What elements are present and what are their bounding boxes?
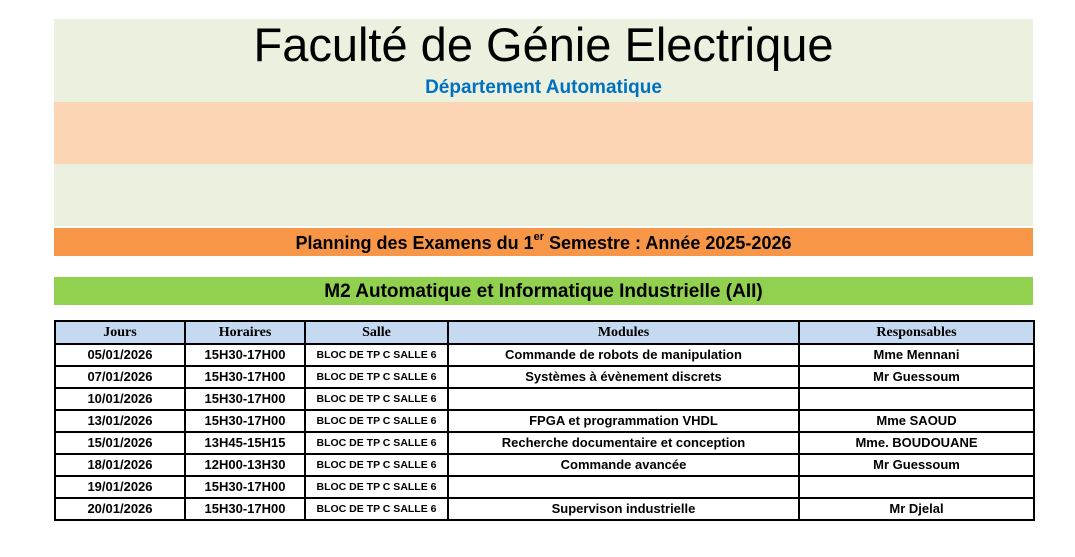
column-header-modules: Modules xyxy=(448,321,799,344)
planning-title xyxy=(54,228,1033,256)
responsible-cell xyxy=(799,476,1034,498)
room-cell: BLOC DE TP C SALLE 6 xyxy=(305,366,448,388)
date-cell: 07/01/2026 xyxy=(55,366,185,388)
date-cell: 15/01/2026 xyxy=(55,432,185,454)
column-header-jours: Jours xyxy=(55,321,185,344)
time-cell: 15H30-17H00 xyxy=(185,476,305,498)
date-cell: 13/01/2026 xyxy=(55,410,185,432)
room-cell: BLOC DE TP C SALLE 6 xyxy=(305,454,448,476)
responsible-cell xyxy=(799,388,1034,410)
date-cell: 05/01/2026 xyxy=(55,344,185,366)
date-cell: 20/01/2026 xyxy=(55,498,185,520)
time-cell: 15H30-17H00 xyxy=(185,388,305,410)
module-cell: Systèmes à évènement discrets xyxy=(448,366,799,388)
responsible-cell: Mr Guessoum xyxy=(799,366,1034,388)
date-cell: 19/01/2026 xyxy=(55,476,185,498)
responsible-cell: Mme. BOUDOUANE xyxy=(799,432,1034,454)
table-row xyxy=(55,432,1034,454)
column-header-horaires: Horaires xyxy=(185,321,305,344)
column-header-responsables: Responsables xyxy=(799,321,1034,344)
responsible-cell: Mr Guessoum xyxy=(799,454,1034,476)
header-lower-band xyxy=(54,164,1033,226)
responsible-cell: Mme SAOUD xyxy=(799,410,1034,432)
date-cell: 18/01/2026 xyxy=(55,454,185,476)
department-title: Département Automatique xyxy=(425,77,662,98)
faculty-title: Faculté de Génie Electrique xyxy=(253,18,834,71)
planning-title-superscript: er xyxy=(533,231,544,243)
table-row xyxy=(55,410,1034,432)
room-cell: BLOC DE TP C SALLE 6 xyxy=(305,410,448,432)
module-cell: Commande avancée xyxy=(448,454,799,476)
date-cell: 10/01/2026 xyxy=(55,388,185,410)
room-cell: BLOC DE TP C SALLE 6 xyxy=(305,388,448,410)
time-cell: 13H45-15H15 xyxy=(185,432,305,454)
table-row xyxy=(55,498,1034,520)
planning-title-suffix: Semestre : Année 2025-2026 xyxy=(544,233,792,253)
module-cell xyxy=(448,476,799,498)
exam-schedule-table xyxy=(54,320,1035,521)
module-cell: FPGA et programmation VHDL xyxy=(448,410,799,432)
time-cell: 15H30-17H00 xyxy=(185,410,305,432)
time-cell: 12H00-13H30 xyxy=(185,454,305,476)
time-cell: 15H30-17H00 xyxy=(185,366,305,388)
responsible-cell: Mr Djelal xyxy=(799,498,1034,520)
table-header-row xyxy=(55,321,1034,344)
table-row xyxy=(55,388,1034,410)
time-cell: 15H30-17H00 xyxy=(185,498,305,520)
table-row xyxy=(55,344,1034,366)
module-cell: Supervison industrielle xyxy=(448,498,799,520)
time-cell: 15H30-17H00 xyxy=(185,344,305,366)
column-header-salle: Salle xyxy=(305,321,448,344)
room-cell: BLOC DE TP C SALLE 6 xyxy=(305,498,448,520)
room-cell: BLOC DE TP C SALLE 6 xyxy=(305,476,448,498)
responsible-cell: Mme Mennani xyxy=(799,344,1034,366)
program-title: M2 Automatique et Informatique Industrielle (AII) xyxy=(54,277,1033,305)
table-row xyxy=(55,454,1034,476)
module-cell: Recherche documentaire et conception xyxy=(448,432,799,454)
room-cell: BLOC DE TP C SALLE 6 xyxy=(305,432,448,454)
room-cell: BLOC DE TP C SALLE 6 xyxy=(305,344,448,366)
module-cell: Commande de robots de manipulation xyxy=(448,344,799,366)
table-row xyxy=(55,476,1034,498)
planning-title-prefix: Planning des Examens du 1 xyxy=(295,233,534,253)
module-cell xyxy=(448,388,799,410)
header-peach-band xyxy=(54,102,1033,164)
table-row xyxy=(55,366,1034,388)
